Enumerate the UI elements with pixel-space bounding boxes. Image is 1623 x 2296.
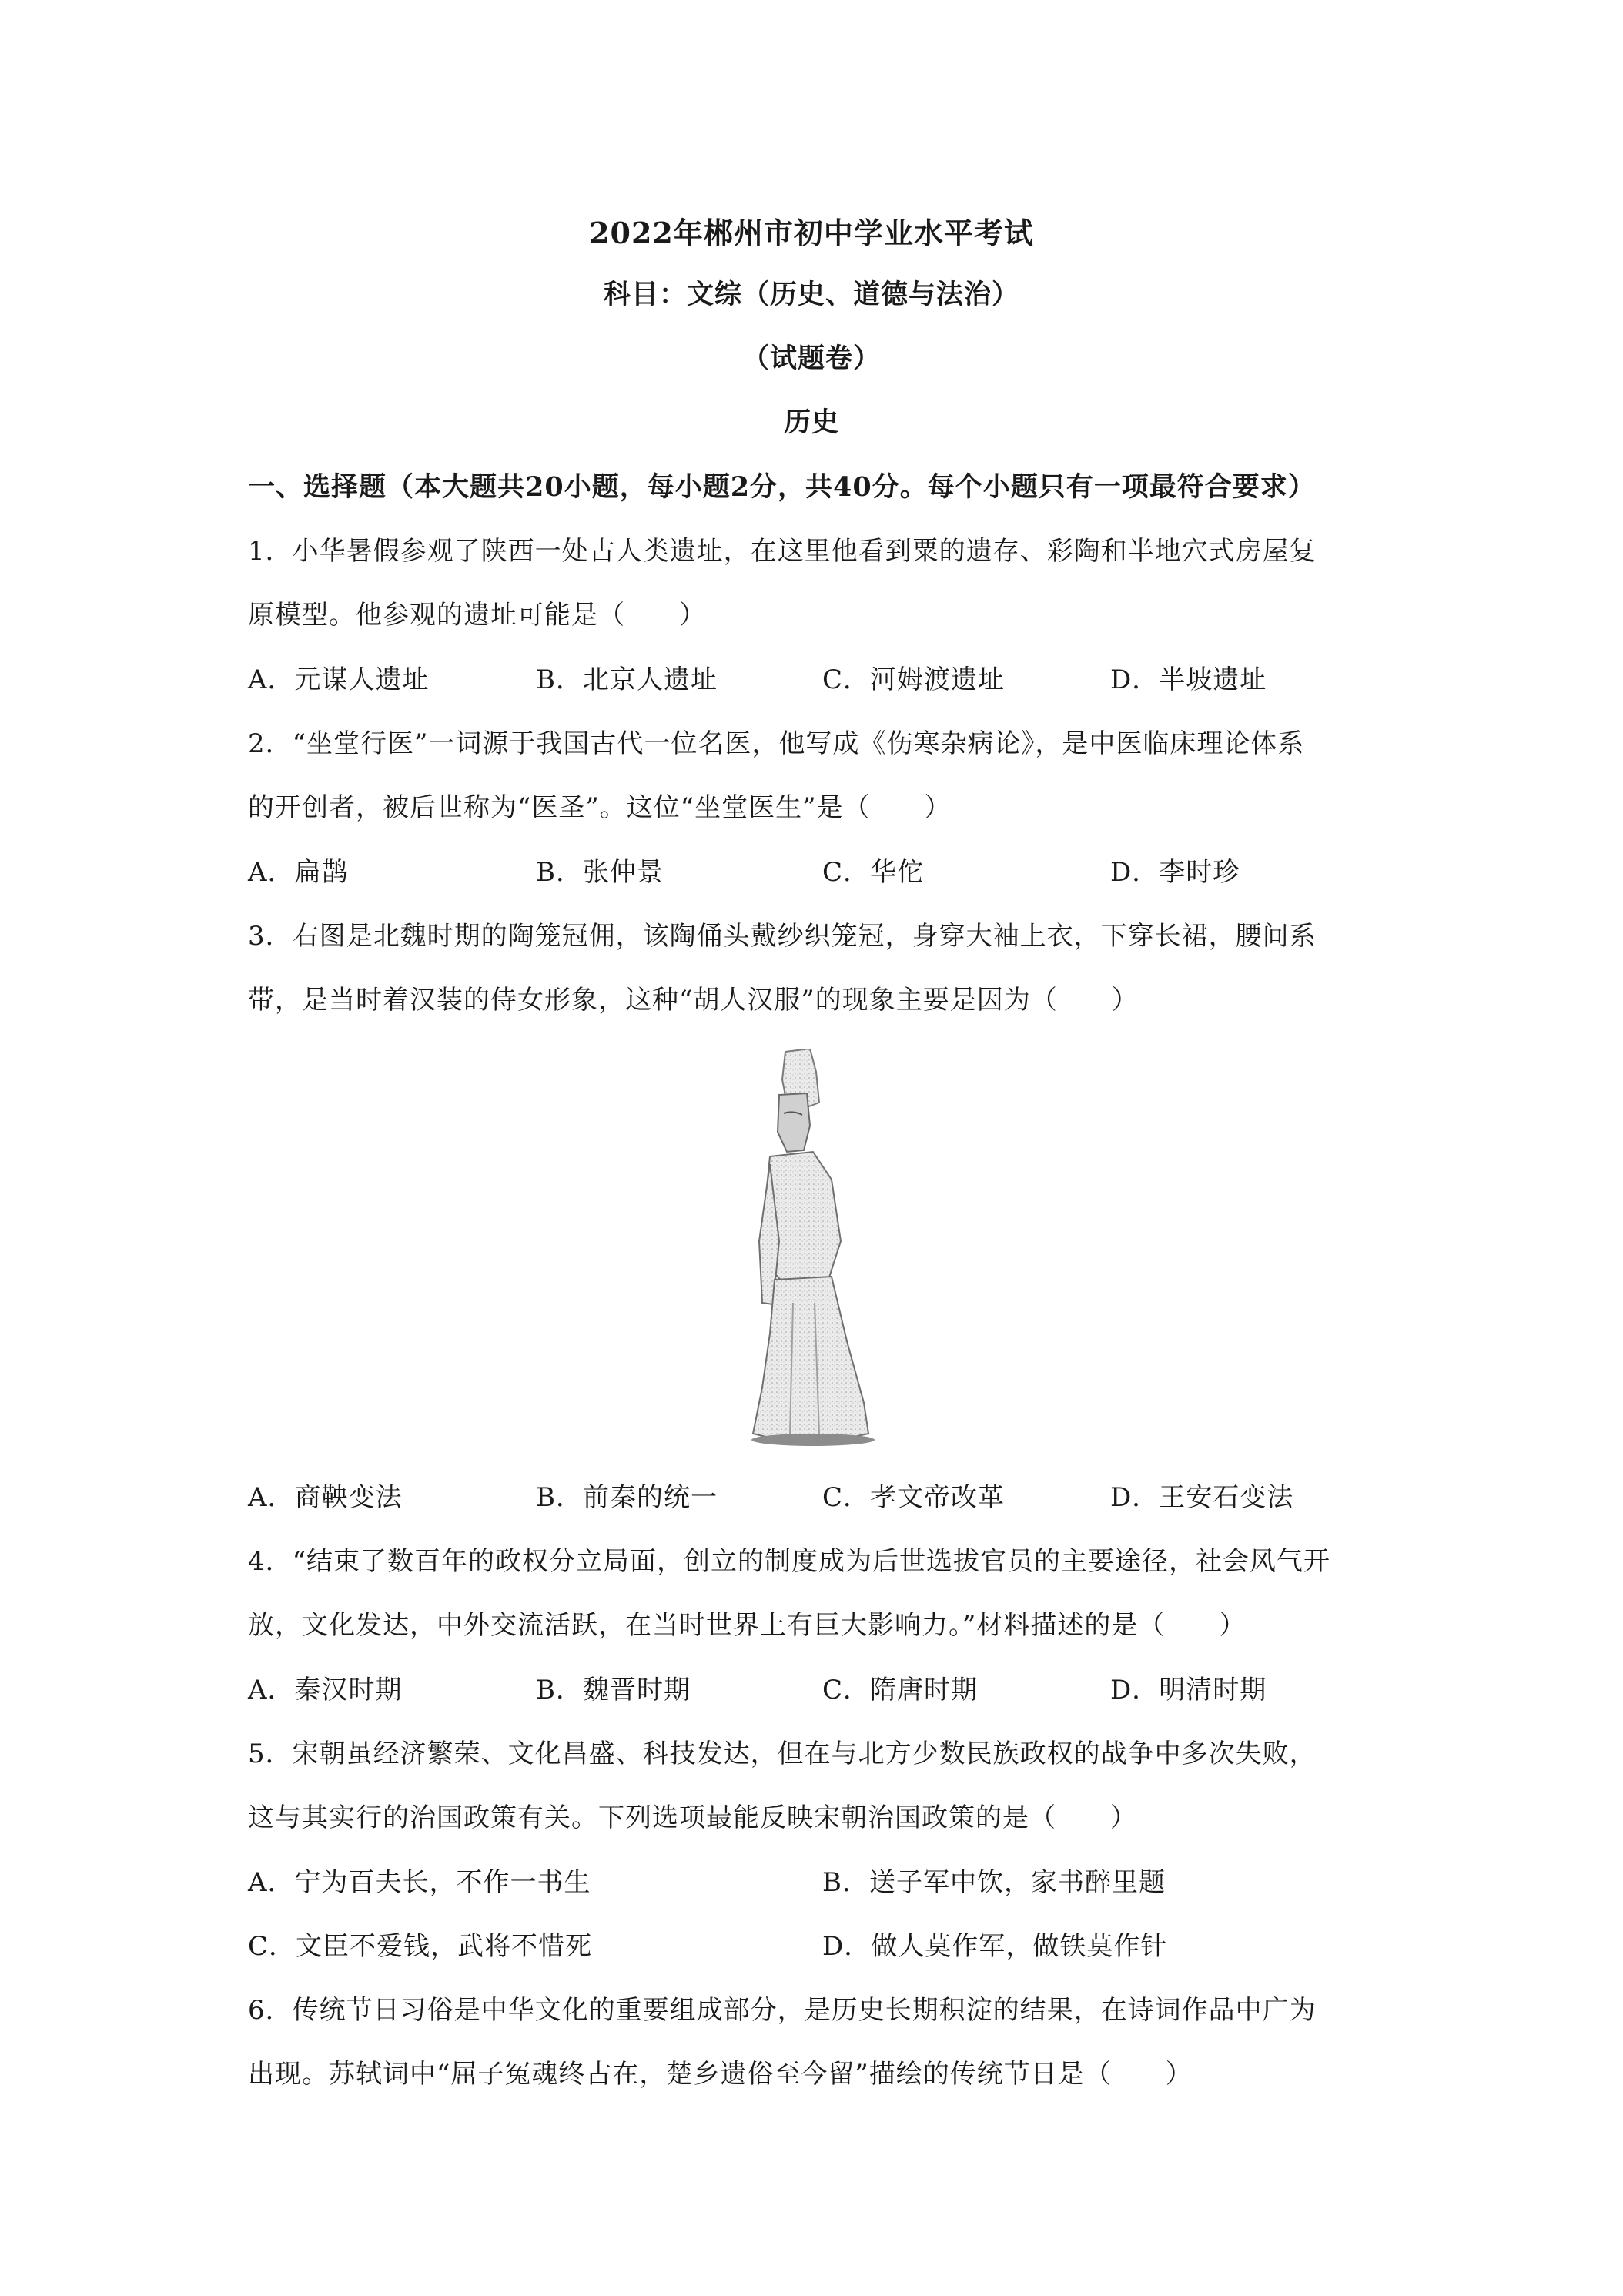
question-5-option-c: C．文臣不爱钱，武将不惜死: [248, 1931, 593, 1962]
figurine-drawing: [739, 1049, 901, 1449]
question-5-option-a: A．宁为百夫长，不作一书生: [248, 1867, 591, 1898]
question-2-line-2: 的开创者，被后世称为“医圣”。这位“坐堂医生”是（ ）: [248, 792, 952, 823]
question-2-line-1: 2．“坐堂行医”一词源于我国古代一位名医，他写成《伤寒杂病论》，是中医临床理论体系: [248, 728, 1305, 759]
section-heading: 一、选择题（本大题共20小题，每小题2分，共40分。每个小题只有一项最符合要求）: [248, 471, 1316, 503]
question-3-option-c: C．孝文帝改革: [822, 1482, 1006, 1513]
question-6-line-2: 出现。苏轼词中“屈子冤魂终古在，楚乡遗俗至今留”描绘的传统节日是（ ）: [248, 2059, 1193, 2090]
question-4-option-d: D．明清时期: [1110, 1675, 1267, 1705]
question-2-option-d: D．李时珍: [1110, 857, 1240, 888]
pottery-figurine-image: [739, 1049, 901, 1449]
question-2-option-c: C．华佗: [822, 857, 925, 888]
paper-type: （试题卷）: [741, 343, 881, 374]
question-1-option-c: C．河姆渡遗址: [822, 664, 1006, 695]
exam-subject: 科目：文综（历史、道德与法治）: [603, 279, 1019, 310]
question-1-option-a: A．元谋人遗址: [248, 664, 430, 695]
question-4-option-b: B．魏晋时期: [536, 1675, 691, 1705]
question-3-line-2: 带，是当时着汉装的侍女形象，这种“胡人汉服”的现象主要是因为（ ）: [248, 985, 1139, 1016]
question-2-option-a: A．扁鹊: [248, 857, 349, 888]
question-1-line-2: 原模型。他参观的遗址可能是（ ）: [248, 600, 706, 631]
question-5-option-b: B．送子军中饮，家书醉里题: [822, 1867, 1166, 1898]
question-4-option-c: C．隋唐时期: [822, 1675, 979, 1705]
section-name: 历史: [783, 407, 839, 438]
question-3-line-1: 3．右图是北魏时期的陶笼冠佣，该陶俑头戴纱织笼冠，身穿大袖上衣，下穿长裙，腰间系: [248, 921, 1317, 952]
question-5-line-1: 5．宋朝虽经济繁荣、文化昌盛、科技发达，但在与北方少数民族政权的战争中多次失败，: [248, 1739, 1317, 1769]
question-2-option-b: B．张仲景: [536, 857, 664, 888]
question-1-line-1: 1．小华暑假参观了陕西一处古人类遗址，在这里他看到粟的遗存、彩陶和半地穴式房屋复: [248, 536, 1317, 567]
exam-title: 2022年郴州市初中学业水平考试: [589, 216, 1034, 250]
question-6-line-1: 6．传统节日习俗是中华文化的重要组成部分，是历史长期积淀的结果，在诗词作品中广为: [248, 1995, 1317, 2026]
question-5-option-d: D．做人莫作军，做铁莫作针: [822, 1931, 1168, 1962]
question-4-line-1: 4．“结束了数百年的政权分立局面，创立的制度成为后世选拔官员的主要途径，社会风气开: [248, 1546, 1331, 1577]
question-3-option-a: A．商鞅变法: [248, 1482, 403, 1513]
question-4-option-a: A．秦汉时期: [248, 1675, 403, 1705]
question-1-option-d: D．半坡遗址: [1110, 664, 1267, 695]
question-3-option-b: B．前秦的统一: [536, 1482, 718, 1513]
question-5-line-2: 这与其实行的治国政策有关。下列选项最能反映宋朝治国政策的是（ ）: [248, 1802, 1137, 1833]
question-4-line-2: 放，文化发达，中外交流活跃，在当时世界上有巨大影响力。”材料描述的是（ ）: [248, 1610, 1247, 1641]
question-1-option-b: B．北京人遗址: [536, 664, 718, 695]
question-3-option-d: D．王安石变法: [1110, 1482, 1294, 1513]
